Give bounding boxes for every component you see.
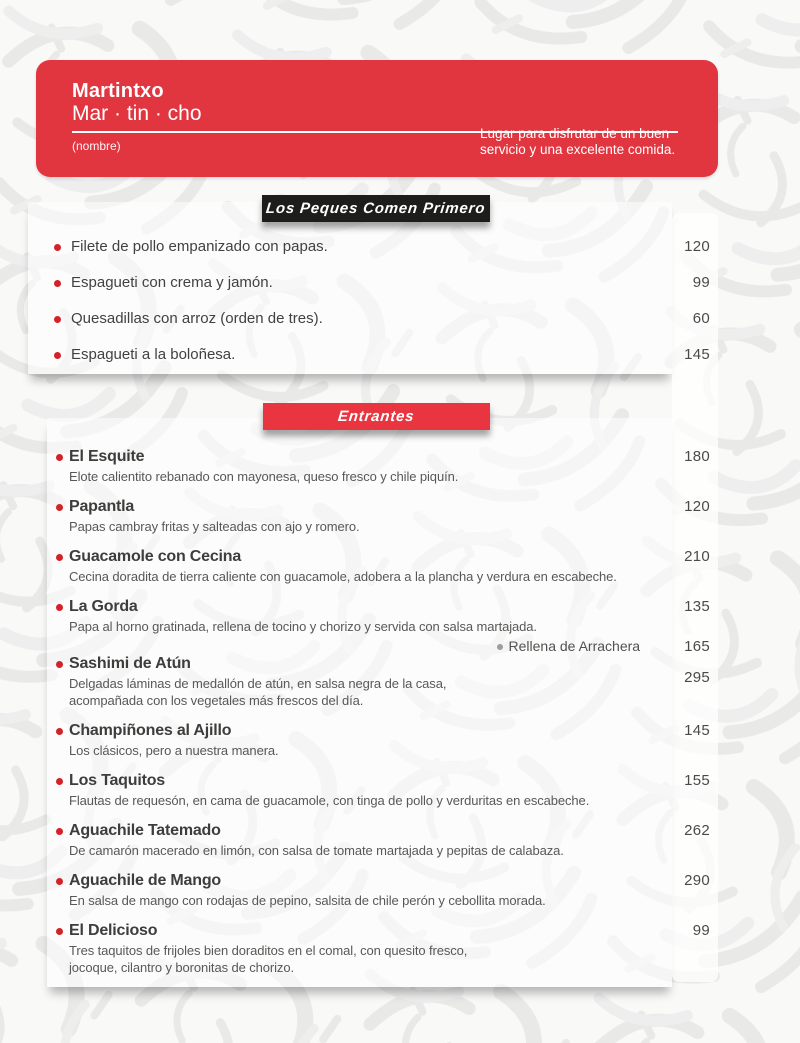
sub-item-name: Rellena de Arrachera	[508, 638, 641, 654]
bullet-icon	[56, 454, 63, 461]
item-price: 120	[684, 238, 710, 255]
bullet-icon	[56, 778, 63, 785]
menu-item	[56, 772, 710, 809]
restaurant-name: Martintxo	[72, 80, 164, 102]
menu-sub-item	[56, 638, 710, 654]
item-price: 262	[684, 822, 710, 839]
item-description: Tres taquitos de frijoles bien doraditos en el comal, con quesito fresco,	[69, 943, 468, 958]
item-name: El Delicioso	[69, 922, 158, 939]
item-description: Los clásicos, pero a nuestra manera.	[69, 743, 279, 758]
section-banner-peques	[262, 195, 490, 222]
section-banner-entrantes-label: Entrantes	[337, 408, 416, 425]
bullet-icon	[56, 928, 63, 935]
item-price: 145	[684, 722, 710, 739]
item-description: acompañada con los vegetales más frescos del día.	[69, 693, 364, 708]
item-name: Quesadillas con arroz (orden de tres).	[71, 310, 323, 327]
menu-item	[56, 448, 710, 485]
item-description: De camarón macerado en limón, con salsa de tomate martajada y pepitas de calabaza.	[69, 843, 564, 858]
menu-item	[56, 498, 710, 535]
item-description: Elote calientito rebanado con mayonesa, queso fresco y chile piquín.	[69, 469, 459, 484]
item-price: 99	[692, 274, 710, 291]
tagline-line-2: servicio y una excelente comida.	[480, 142, 676, 157]
item-price: 60	[692, 310, 710, 327]
gray-bullet-icon	[497, 644, 503, 650]
name-label: (nombre)	[72, 139, 121, 153]
item-name: La Gorda	[69, 598, 138, 615]
item-price: 210	[684, 548, 710, 565]
item-name: Espagueti a la boloñesa.	[71, 346, 236, 363]
bullet-icon	[56, 728, 63, 735]
bullet-icon	[54, 352, 61, 359]
item-name: Champiñones al Ajillo	[69, 722, 232, 739]
menu-item	[56, 822, 710, 859]
section-peques	[54, 238, 710, 382]
section-banner-entrantes	[263, 403, 490, 430]
menu-item	[56, 922, 710, 976]
item-description: Cecina doradita de tierra caliente con guacamole, adobera a la plancha y verdura en escabeche.	[69, 569, 617, 584]
item-name: Aguachile de Mango	[69, 872, 221, 889]
item-description: Papas cambray fritas y salteadas con ajo y romero.	[69, 519, 360, 534]
bullet-icon	[56, 828, 63, 835]
item-price: 99	[692, 922, 710, 939]
item-name: El Esquite	[69, 448, 145, 465]
item-description: Flautas de requesón, en cama de guacamole, con tinga de pollo y verduritas en escabeche.	[69, 793, 590, 808]
menu-item	[54, 310, 710, 328]
bullet-icon	[54, 244, 61, 251]
menu-item	[56, 872, 710, 909]
item-price: 295	[684, 669, 710, 686]
item-name: Aguachile Tatemado	[69, 822, 221, 839]
menu-item	[56, 548, 710, 585]
item-price: 135	[684, 598, 710, 615]
item-name: Sashimi de Atún	[69, 655, 191, 672]
item-name: Papantla	[69, 498, 135, 515]
bullet-icon	[54, 316, 61, 323]
item-price: 120	[684, 498, 710, 515]
item-name: Guacamole con Cecina	[69, 548, 242, 565]
bullet-icon	[56, 504, 63, 511]
item-price: 145	[684, 346, 710, 363]
bullet-icon	[56, 878, 63, 885]
item-description: jocoque, cilantro y boronitas de chorizo.	[69, 960, 294, 975]
menu-item	[54, 346, 710, 364]
bullet-icon	[56, 554, 63, 561]
menu-item	[56, 655, 710, 709]
section-entrantes	[56, 448, 710, 989]
bullet-icon	[56, 661, 63, 668]
item-name: Los Taquitos	[69, 772, 165, 789]
menu-item	[56, 722, 710, 759]
item-description: Papa al horno gratinada, rellena de tocino y chorizo y servida con salsa martajada.	[69, 619, 537, 634]
tagline	[480, 126, 692, 158]
menu-item	[54, 274, 710, 292]
bullet-icon	[54, 280, 61, 287]
menu-header-card	[36, 60, 718, 177]
menu-item	[56, 598, 710, 654]
item-description: Delgadas láminas de medallón de atún, en salsa negra de la casa,	[69, 676, 447, 691]
item-price: 155	[684, 772, 710, 789]
item-name: Espagueti con crema y jamón.	[71, 274, 273, 291]
section-banner-peques-label: Los Peques Comen Primero	[265, 200, 487, 217]
item-price: 180	[684, 448, 710, 465]
item-name: Filete de pollo empanizado con papas.	[71, 238, 328, 255]
menu-item	[54, 238, 710, 256]
item-price: 290	[684, 872, 710, 889]
tagline-line-1: Lugar para disfrutar de un buen	[480, 126, 670, 141]
item-description: En salsa de mango con rodajas de pepino, salsita de chile perón y cebollita morada.	[69, 893, 546, 908]
bullet-icon	[56, 604, 63, 611]
pronunciation: Mar · tin · cho	[72, 102, 202, 125]
sub-item-price: 165	[684, 637, 710, 655]
